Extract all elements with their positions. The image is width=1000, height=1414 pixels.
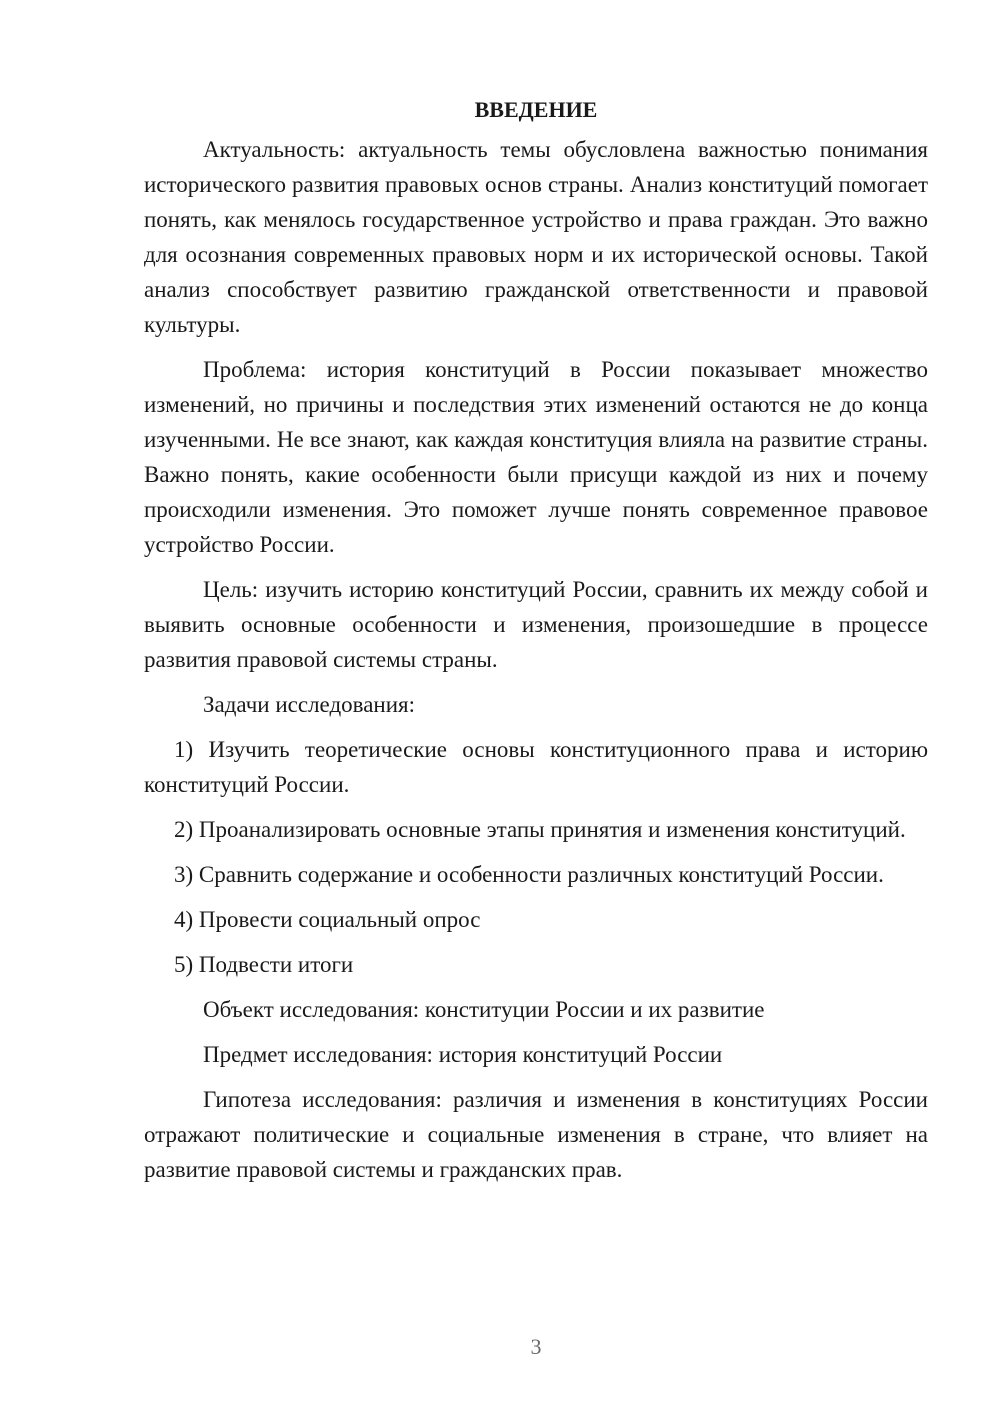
task-item-2: 2) Проанализировать основные этапы принятия и изменения конституций. xyxy=(174,817,906,842)
task-item-5: 5) Подвести итоги xyxy=(174,952,354,977)
task-item-4: 4) Провести социальный опрос xyxy=(174,907,481,932)
problem-paragraph: Проблема: история конституций в России показывает множество изменений, но причины и последствия этих изменений остаются не до конца изученными. Не все знают, как каждая конституция влияла на развитие страны. Важно понять, какие особенности были присущи каждой из них и почему происходили изменения. Это поможет лучше понять современное правовое устройство России. xyxy=(144,357,928,557)
page-number: 3 xyxy=(530,1334,542,1359)
section-heading: ВВЕДЕНИЕ xyxy=(474,97,598,122)
task-item-1: 1) Изучить теоретические основы конституционного права и историю конституций России. xyxy=(144,737,928,797)
tasks-title: Задачи исследования: xyxy=(203,692,416,717)
hypothesis-paragraph: Гипотеза исследования: различия и изменения в конституциях России отражают политические и социальные изменения в стране, что влияет на развитие правовой системы и гражданских прав. xyxy=(144,1087,928,1182)
research-subject: Предмет исследования: история конституций России xyxy=(203,1042,723,1067)
task-item-3: 3) Сравнить содержание и особенности различных конституций России. xyxy=(174,862,884,887)
research-object: Объект исследования: конституции России и их развитие xyxy=(203,997,765,1022)
relevance-paragraph: Актуальность: актуальность темы обусловлена важностью понимания исторического развития правовых основ страны. Анализ конституций помогает понять, как менялось государственное устройство и права граждан. Это важно для осознания современных правовых норм и их исторической основы. Такой анализ способствует развитию гражданской ответственности и правовой культуры. xyxy=(144,137,928,337)
goal-paragraph: Цель: изучить историю конституций России, сравнить их между собой и выявить основные особенности и изменения, произошедшие в процессе развития правовой системы страны. xyxy=(144,577,928,672)
document-body xyxy=(144,92,928,1197)
